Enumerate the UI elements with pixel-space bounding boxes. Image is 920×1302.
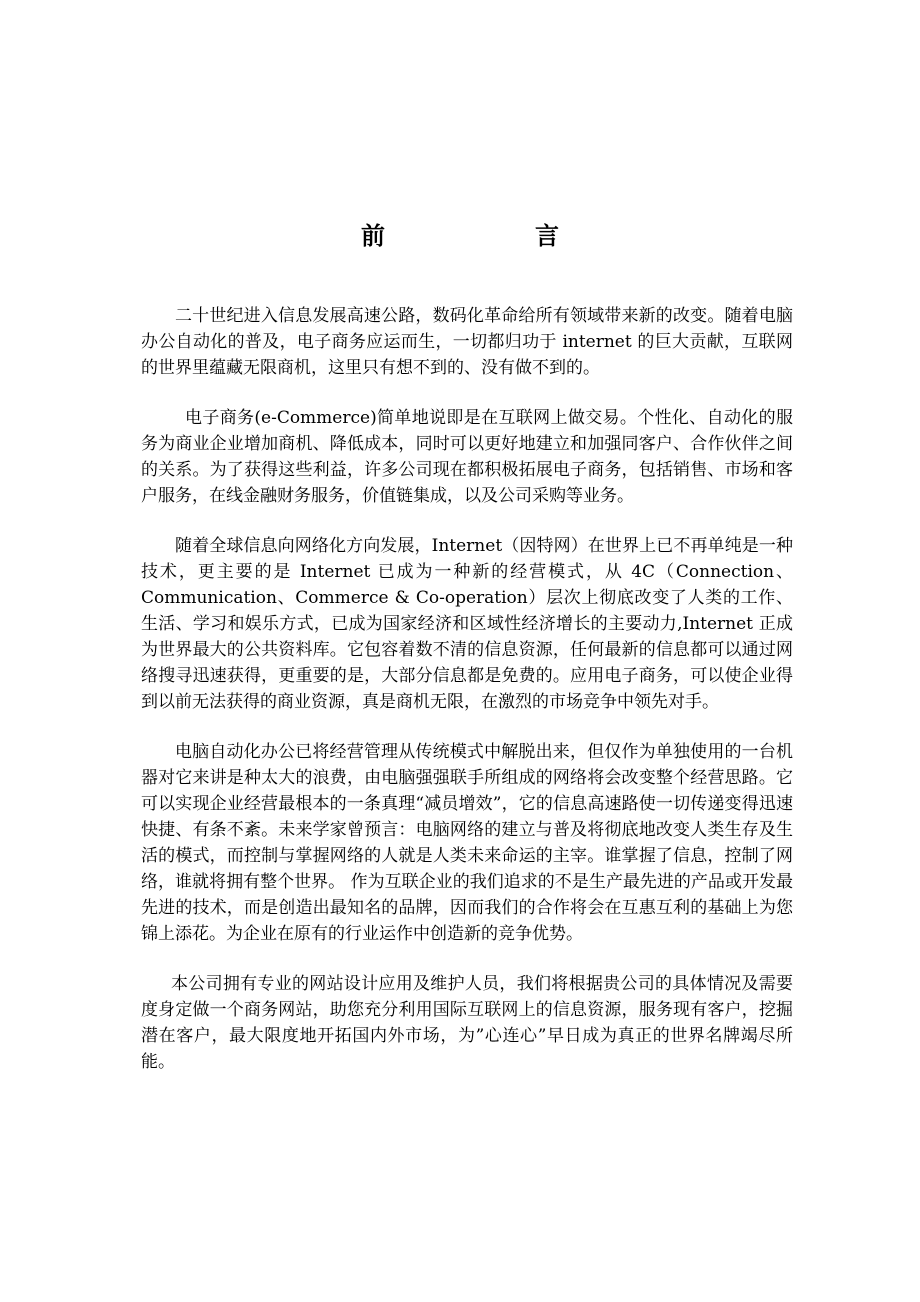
paragraph-ecommerce: 电子商务(e-Commerce)简单地说即是在互联网上做交易。个性化、自动化的服务为商业企业增加商机、降低成本，同时可以更好地建立和加强同客户、合作伙伴之间的关系。为了获得这些利益，许多公司现在都积极拓展电子商务，包括销售、市场和客户服务，在线金融财务服务，价值链集成，以及公司采购等业务。 [141, 408, 793, 506]
paragraph-intro: 二十世纪进入信息发展高速公路，数码化革命给所有领域带来新的改变。随着电脑办公自动化的普及，电子商务应运而生，一切都归功于 internet 的巨大贡献，互联网的世界里蕴藏无限商机，这里只有想不到的、没有做不到的。 [141, 306, 793, 378]
title-char-left: 前 [361, 222, 385, 250]
page-title [0, 216, 920, 251]
body-text [141, 303, 793, 1099]
paragraph-automation: 电脑自动化办公已将经营管理从传统模式中解脱出来，但仅作为单独使用的一台机器对它来讲是种太大的浪费，由电脑强强联手所组成的网络将会改变整个经营思路。它可以实现企业经营最根本的一条真理“减员增效”，它的信息高速路使一切传递变得迅速快捷、有条不紊。未来学家曾预言：电脑网络的建立与普及将彻底地改变人类生存及生活的模式，而控制与掌握网络的人就是人类未来命运的主宰。谁掌握了信息，控制了网络，谁就将拥有整个世界。 作为互联企业的我们追求的不是生产最先进的产品或开发最先进的技术，而是创造出最知名的品牌，因而我们的合作将会在互惠互利的基础上为您锦上添花。为企业在原有的行业运作中创造新的竞争优势。 [141, 742, 793, 944]
paragraph-internet: 随着全球信息向网络化方向发展，Internet（因特网）在世界上已不再单纯是一种技术，更主要的是 Internet 已成为一种新的经营模式，从 4C（Connection、Communication、Commerce & Co-operation）层次上彻底改变了人类的工作、生活、学习和娱乐方式，已成为国家经济和区域性经济增长的主要动力,Internet 正成为世界最大的公共资料库。它包容着数不清的信息资源，任何最新的信息都可以通过网络搜寻迅速获得，更重要的是，大部分信息都是免费的。应用电子商务，可以使企业得到以前无法获得的商业资源，真是商机无限，在激烈的市场竞争中领先对手。 [141, 536, 793, 712]
title-char-right: 言 [535, 222, 559, 250]
paragraph-company: 本公司拥有专业的网站设计应用及维护人员，我们将根据贵公司的具体情况及需要度身定做一个商务网站，助您充分利用国际互联网上的信息资源，服务现有客户，挖掘潜在客户，最大限度地开拓国内外市场，为”心连心”早日成为真正的世界名牌竭尽所能。 [141, 974, 793, 1072]
